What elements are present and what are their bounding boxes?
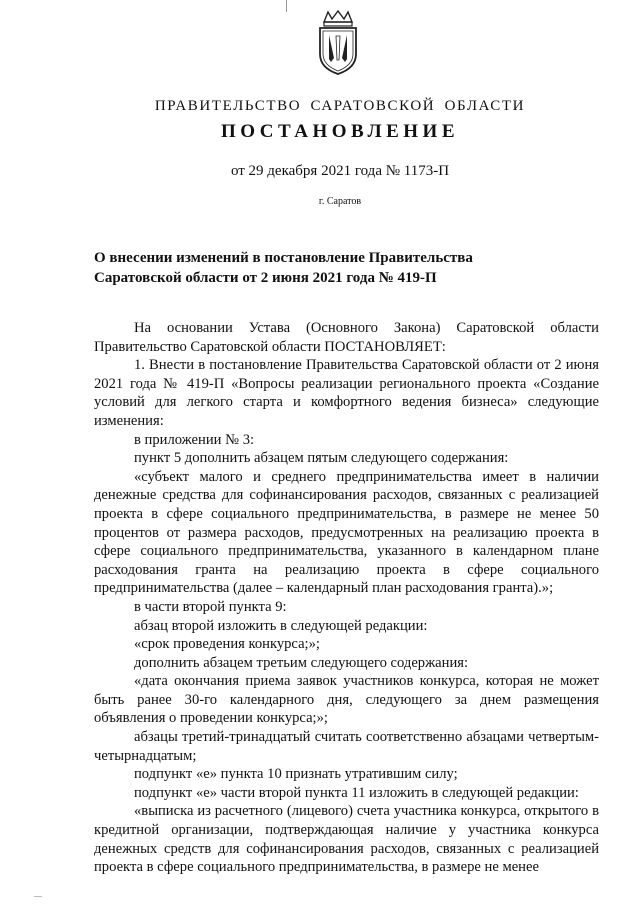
document-date-number: от 29 декабря 2021 года № 1173-П [230, 163, 450, 179]
paragraph: «срок проведения конкурса;»; [134, 636, 320, 653]
scan-mark [286, 0, 287, 12]
document-body [94, 319, 599, 877]
document-type: ПОСТАНОВЛЕНИЕ [220, 121, 460, 142]
subject-line: О внесении изменений в постановление Правительства [94, 250, 473, 266]
paragraph: абзацы третий-тринадцатый считать соответственно абзацами четвертым-четырнадцатым; [94, 729, 599, 764]
paragraph: в приложении № 3: [134, 431, 255, 448]
paragraph: пункт 5 дополнить абзацем пятым следующего содержания: [134, 450, 509, 467]
document-subject [94, 248, 514, 288]
paragraph: На основании Устава (Основного Закона) Саратовской области Правительство Саратовской области ПОСТАНОВЛЯЕТ: [94, 320, 599, 355]
government-name: ПРАВИТЕЛЬСТВО САРАТОВСКОЙ ОБЛАСТИ [154, 98, 526, 114]
subject-line: Саратовской области от 2 июня 2021 года № 419-П [94, 270, 437, 286]
paragraph: 1. Внести в постановление Правительства Саратовской области от 2 июня 2021 года № 419-П «Вопросы реализации регионального проекта «Создание условий для легкого старта и комфортного ведения бизнеса» следующие изменения: [94, 357, 599, 429]
paragraph: абзац второй изложить в следующей редакции: [134, 617, 428, 634]
paragraph: подпункт «е» пункта 10 признать утратившим силу; [134, 766, 458, 783]
paragraph: «дата окончания приема заявок участников конкурса, которая не может быть ранее 30-го календарного дня, следующего за днем размещения объявления о проведении конкурса;»; [94, 673, 599, 727]
paragraph: дополнить абзацем третьим следующего содержания: [134, 654, 469, 671]
document-city: г. Саратов [318, 196, 362, 207]
saratov-coat-of-arms-icon [312, 10, 364, 76]
paragraph: «субъект малого и среднего предпринимательства имеет в наличии денежные средства для софинансирования расходов, связанных с реализацией проекта в сфере социального предпринимательства, в размере не менее 50 процентов от размера расходов, предусмотренных на реализацию проекта в сфере социального предпринимательства, указанного в календарном плане расходования гранта на реализацию проекта в сфере социального предпринимательства (далее – календарный план расходования гранта).»; [94, 468, 599, 597]
paragraph: «выписка из расчетного (лицевого) счета участника конкурса, открытого в кредитной организации, подтверждающая наличие у участника конкурса денежных средств для софинансирования расходов, связанных с реализацией проекта в сфере социального предпринимательства, в размере не менее [94, 803, 599, 876]
paragraph: в части второй пункта 9: [134, 598, 287, 615]
scan-mark [34, 896, 42, 897]
paragraph: подпункт «е» части второй пункта 11 изложить в следующей редакции: [134, 784, 579, 801]
